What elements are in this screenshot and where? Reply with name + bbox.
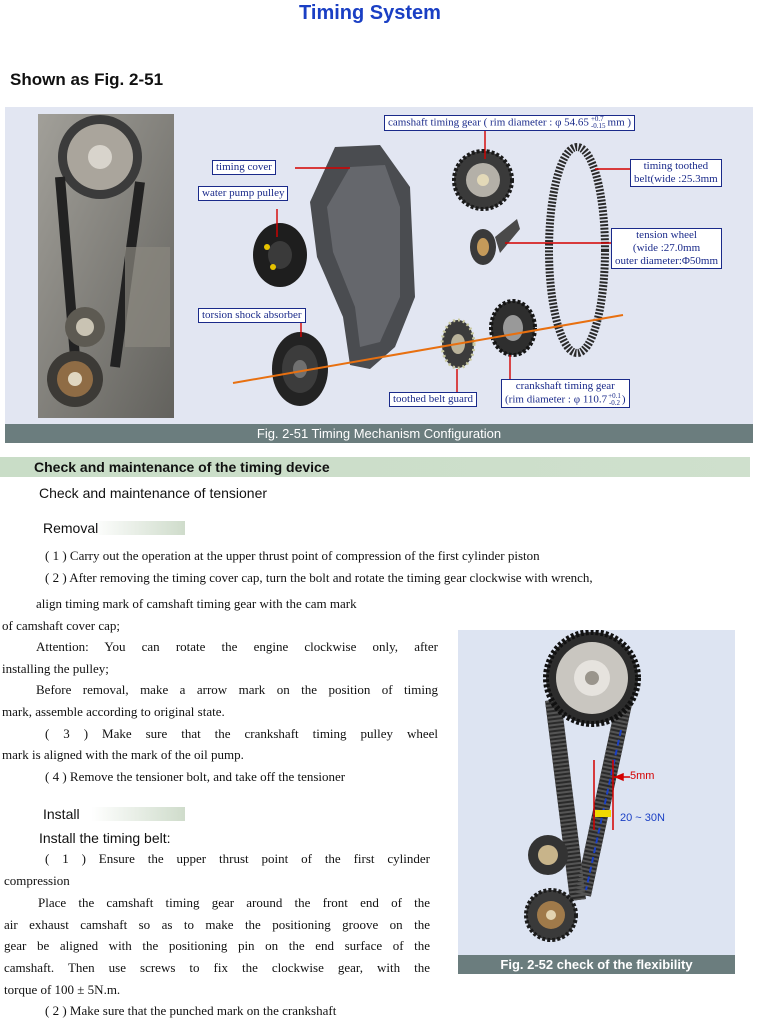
install-step-2: ( 2 ) Make sure that the punched mark on the crankshaft: [45, 1003, 337, 1018]
label-5mm: 5mm: [630, 770, 655, 782]
belt-flexibility-illustration: [458, 630, 735, 955]
label-timing-cover: timing cover: [212, 160, 276, 175]
figure-reference-heading: Shown as Fig. 2-51: [10, 70, 164, 89]
label-torsion-shock-absorber: torsion shock absorber: [198, 308, 306, 323]
tensioner-drawing: [528, 835, 568, 875]
removal-step-4: ( 4 ) Remove the tensioner bolt, and take off the tensioner: [45, 769, 346, 784]
attention-note: Attention: You can rotate the engine clockwise only, after: [36, 639, 438, 654]
tension-wheel-part: [470, 219, 520, 265]
removal-heading: Removal: [41, 521, 185, 535]
removal-step-2-cont: align timing mark of camshaft timing gear with the cam mark: [36, 596, 357, 611]
removal-step-3-cont: mark is aligned with the mark of the oil pump.: [2, 747, 244, 762]
label-timing-toothed-belt: timing toothed belt(wide :25.3mm: [630, 159, 722, 187]
label-toothed-belt-guard: toothed belt guard: [389, 392, 477, 407]
subsection-heading: Check and maintenance of tensioner: [39, 485, 268, 501]
figure-2-51-caption: Fig. 2-51 Timing Mechanism Configuration: [5, 424, 753, 443]
timing-mechanism-illustration: [5, 107, 753, 443]
removal-step-1: ( 1 ) Carry out the operation at the upper thrust point of compression of the first cylinder piston: [45, 548, 540, 563]
install-para-line-4: camshaft. Then use screws to fix the clockwise gear, with the: [4, 960, 430, 975]
camshaft-gear-part: [454, 151, 512, 209]
label-water-pump-pulley: water pump pulley: [198, 186, 288, 201]
removal-step-2: ( 2 ) After removing the timing cover cap, turn the bolt and rotate the timing gear clockwise with wrench,: [45, 570, 593, 585]
page-title: Timing System: [299, 2, 441, 24]
install-step-1: ( 1 ) Ensure the upper thrust point of the first cylinder: [45, 851, 430, 866]
section-heading: Check and maintenance of the timing device: [0, 457, 750, 477]
timing-cover-part: [310, 145, 415, 369]
removal-step-2-cont2: of camshaft cover cap;: [2, 618, 121, 633]
figure-2-51: [5, 107, 753, 443]
camshaft-gear-drawing: [546, 632, 638, 724]
label-tension-wheel: tension wheel (wide :27.0mm outer diameter:Φ50mm: [611, 228, 722, 269]
removal-step-3: ( 3 ) Make sure that the crankshaft timing pulley wheel: [45, 726, 438, 741]
force-marker: [595, 810, 611, 817]
figure-2-52: [458, 630, 735, 974]
install-heading: Install: [41, 807, 185, 821]
label-camshaft-timing-gear: camshaft timing gear ( rim diameter : φ 54.65 +0.7 -0.15 mm ): [384, 115, 635, 131]
attention-note-cont: installing the pulley;: [2, 661, 109, 676]
before-removal-note: Before removal, make a arrow mark on the position of timing: [36, 682, 438, 697]
crankshaft-gear-drawing: [526, 890, 576, 940]
install-step-1-cont: compression: [4, 873, 70, 888]
install-para-line-3: gear be aligned with the positioning pin on the end surface of the: [4, 938, 430, 953]
crankshaft-gear-part: [491, 301, 535, 355]
install-para-line-5: torque of 100 ± 5N.m.: [4, 982, 121, 997]
engine-photo: [38, 114, 174, 418]
before-removal-note-cont: mark, assemble according to original state.: [2, 704, 225, 719]
install-para-line-1: Place the camshaft timing gear around the front end of the: [38, 895, 430, 910]
install-subheading: Install the timing belt:: [39, 830, 171, 846]
figure-2-52-caption: Fig. 2-52 check of the flexibility: [458, 955, 735, 974]
install-para-line-2: air exhaust camshaft so as to make the positioning groove on the: [4, 917, 430, 932]
torsion-shock-absorber-part: [272, 332, 328, 406]
water-pump-pulley-part: [253, 223, 307, 287]
label-force: 20 ~ 30N: [620, 812, 665, 824]
label-crankshaft-timing-gear: crankshaft timing gear (rim diameter : φ 110.7+0.1 -0.2 ): [501, 379, 630, 408]
